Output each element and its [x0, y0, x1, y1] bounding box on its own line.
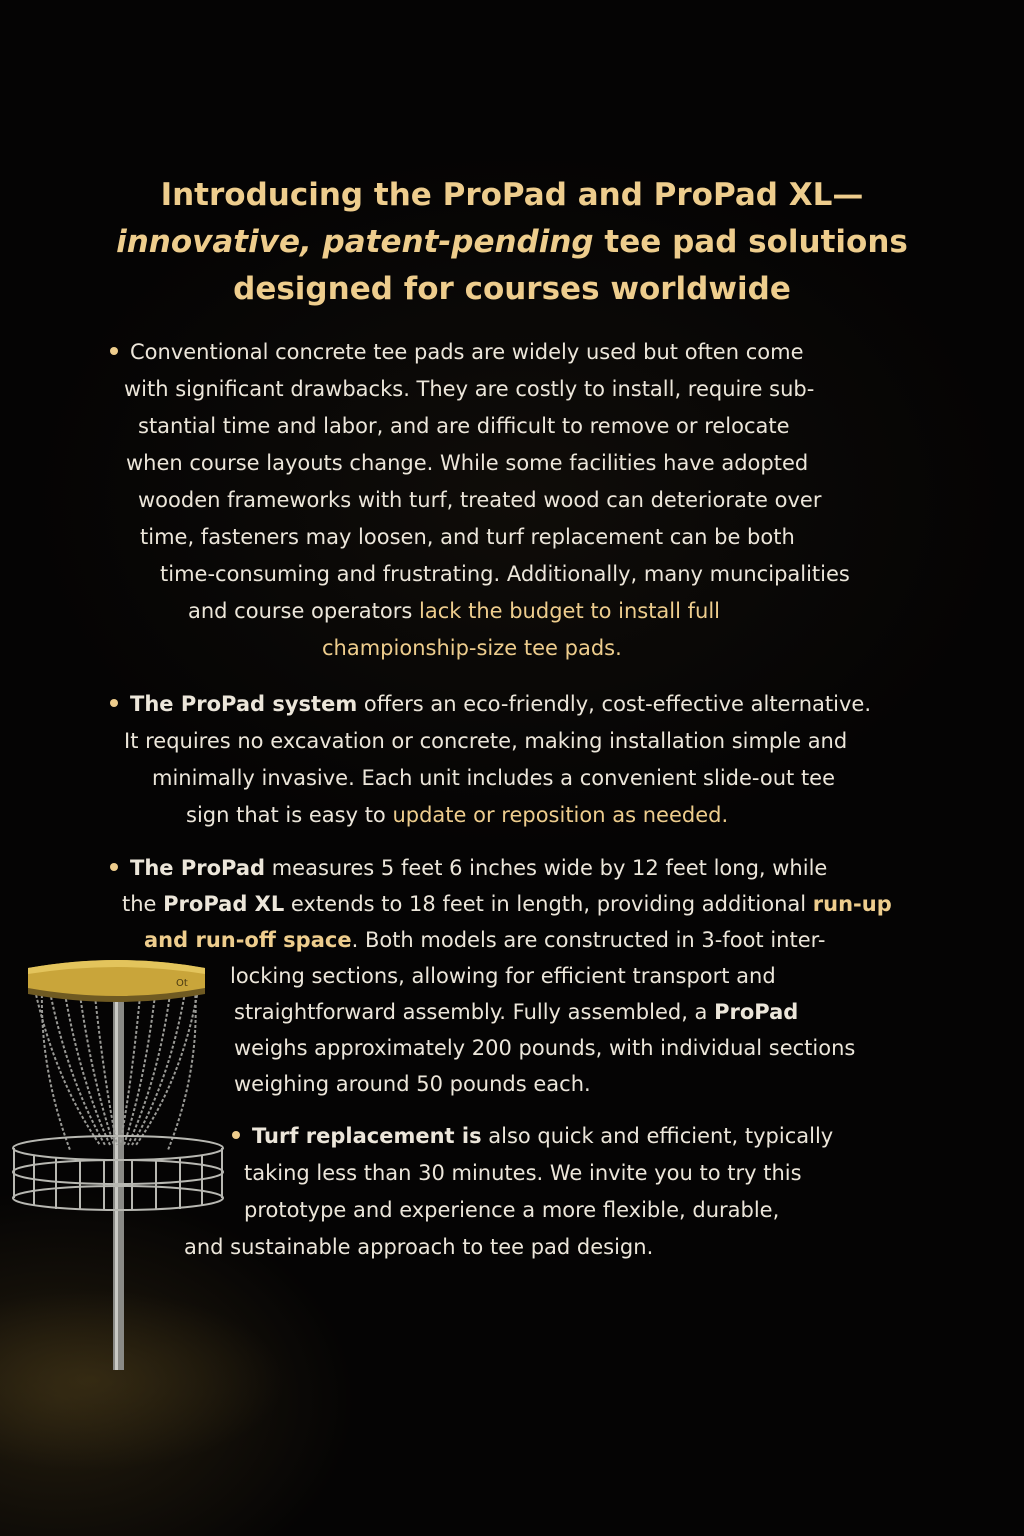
text-line: time-consuming and frustrating. Additionally, many muncipalities	[160, 562, 850, 586]
text-line: extends to 18 feet in length, providing additional	[284, 892, 813, 916]
text-line: straightforward assembly. Fully assembled, a	[234, 1000, 715, 1024]
text-line: sign that is easy to	[186, 803, 393, 827]
text-line: Conventional concrete tee pads are widely used but often come	[130, 340, 804, 364]
headline-line-1: Introducing the ProPad and ProPad XL—	[160, 177, 864, 213]
paragraph-turf-replacement	[180, 1118, 900, 1266]
text-line: when course layouts change. While some facilities have adopted	[126, 451, 809, 475]
bold-text: The ProPad	[130, 856, 266, 880]
bullet-dot	[110, 347, 118, 355]
headline-italic: innovative, patent-pending	[116, 224, 594, 260]
text-line: stantial time and labor, and are difficult to remove or relocate	[138, 414, 790, 438]
text-line: prototype and experience a more flexible, durable,	[244, 1198, 780, 1222]
bullet-dot	[110, 863, 118, 871]
text-line: with significant drawbacks. They are costly to install, require sub-	[124, 377, 815, 401]
text-line: minimally invasive. Each unit includes a convenient slide-out tee	[152, 766, 836, 790]
bold-text: ProPad	[714, 1000, 799, 1024]
highlight-text: run-up	[812, 892, 892, 916]
highlight-text: and run-off space	[144, 928, 352, 952]
bold-text: Turf replacement is	[252, 1124, 482, 1148]
bold-text: ProPad XL	[163, 892, 285, 916]
text-line: and course operators	[188, 599, 419, 623]
text-line: time, fasteners may loosen, and turf replacement can be both	[140, 525, 795, 549]
text-line: weighs approximately 200 pounds, with individual sections	[234, 1036, 856, 1060]
text-line: offers an eco-friendly, cost-effective alternative.	[357, 692, 872, 716]
text-line: . Both models are constructed in 3-foot inter-	[351, 928, 826, 952]
text-line: the	[122, 892, 164, 916]
text-line: measures 5 feet 6 inches wide by 12 feet long, while	[265, 856, 828, 880]
text-line: taking less than 30 minutes. We invite you to try this	[244, 1161, 802, 1185]
text-line: locking sections, allowing for efficient transport and	[230, 964, 776, 988]
svg-text:Ot: Ot	[176, 978, 188, 989]
text-line: wooden frameworks with turf, treated wood can deteriorate over	[138, 488, 822, 512]
highlight-text: lack the budget to install full	[419, 599, 721, 623]
highlight-text: update or reposition as needed.	[392, 803, 729, 827]
text-line: weighing around 50 pounds each.	[234, 1072, 591, 1096]
text-line: also quick and efficient, typically	[481, 1124, 834, 1148]
headline-line-2	[70, 219, 954, 266]
headline	[70, 172, 954, 313]
paragraph-propad-dimensions	[110, 850, 990, 1102]
headline-line-2-rest: tee pad solutions	[593, 224, 908, 260]
paragraph-concrete-drawbacks	[110, 334, 970, 667]
headline-line-3: designed for courses worldwide	[233, 271, 791, 307]
bold-text: The ProPad system	[130, 692, 358, 716]
bullet-dot	[110, 699, 118, 707]
text-line: and sustainable approach to tee pad design.	[184, 1235, 654, 1259]
paragraph-propad-system	[110, 686, 970, 834]
bullet-dot	[232, 1131, 240, 1139]
highlight-text: championship-size tee pads.	[322, 636, 622, 660]
text-line: It requires no excavation or concrete, making installation simple and	[124, 729, 848, 753]
